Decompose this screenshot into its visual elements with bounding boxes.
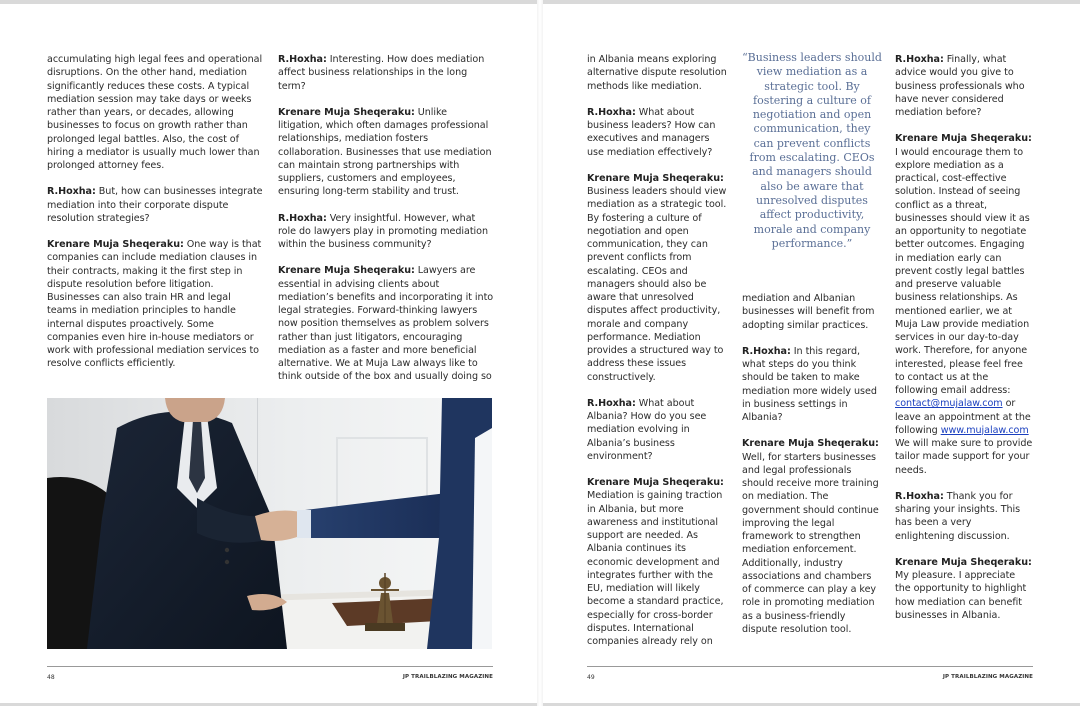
paragraph	[278, 106, 494, 199]
paragraph	[895, 132, 1033, 477]
right-page-number: 49	[587, 674, 595, 681]
right-page-column-1	[587, 53, 729, 648]
paragraph-text: Thank you for sharing your insights. This has been a very enlightening discussion.	[895, 490, 1021, 542]
paragraph	[742, 292, 882, 332]
paragraph	[278, 264, 494, 383]
paragraph-text: Very insightful. However, what role do lawyers play in promoting mediation within the business community?	[278, 212, 489, 250]
paragraph-text: But, how can businesses integrate mediation into their corporate dispute resolution strategies?	[47, 186, 263, 224]
speaker-name: R.Hoxha:	[895, 490, 944, 502]
paragraph	[47, 53, 263, 172]
left-page-column-1	[47, 53, 263, 371]
paragraph	[587, 106, 729, 159]
paragraph-text: One way is that companies can include mediation clauses in their contracts, making it the first step in dispute resolution before litigation. Businesses can also train HR and legal teams in mediation principles to handle internal disputes proactively. Some companies even hire in-house mediators or work with professional mediation services to resolve conflicts efficiently.	[47, 239, 262, 370]
right-page-column-3	[895, 53, 1033, 622]
paragraph-text: accumulating high legal fees and operational disruptions. On the other hand, mediation significantly reduces these costs. A typical mediation session may take days or weeks rather than years, or decades, allowing businesses to focus on growth rather than prolonged legal battles. Also, the cost of hiring a mediator is usually much lower than prolonged attorney fees.	[47, 54, 263, 171]
paragraph-text: Mediation is gaining traction in Albania, but more awareness and institutional support are needed. As Albania continues its economic development and integrates further with the EU, mediation will likely become a standard practice, especially for cross-border disputes. International companies already rely on	[587, 490, 724, 647]
speaker-name: Krenare Muja Sheqeraku:	[278, 265, 415, 277]
paragraph-text: What about business leaders? How can executives and managers use mediation effectively?	[587, 106, 716, 158]
paragraph	[587, 476, 729, 648]
paragraph	[742, 437, 882, 636]
speaker-name: R.Hoxha:	[895, 54, 944, 65]
paragraph	[278, 212, 494, 252]
paragraph	[895, 53, 1033, 119]
paragraph-text: Unlike litigation, which often damages professional relationships, mediation fosters collaboration. Businesses that use mediation can maintain strong partnerships with suppliers, customers and employees, ensuring long-term stability and trust.	[278, 106, 492, 198]
paragraph	[47, 238, 263, 371]
speaker-name: R.Hoxha:	[278, 212, 327, 224]
pull-quote: “Business leaders should view mediation as a strategic tool. By fostering a culture of negotiation and open communication, they can prevent conflicts from escalating. CEOs and managers should also be aware that unresolved disputes affect productivity, morale and company performance.”	[742, 51, 882, 250]
paragraph-text: What about Albania? How do you see mediation evolving in Albania’s business environment?	[587, 397, 707, 462]
left-page-number: 48	[47, 674, 55, 681]
right-page-column-2	[742, 292, 882, 636]
paragraph-text: mediation and Albanian businesses will benefit from adopting similar practices.	[742, 293, 875, 331]
paragraph-text: Business leaders should view mediation as a strategic tool. By fostering a culture of negotiation and open communication, they can prevent conflicts from escalating. CEOs and managers should also be aware that unresolved disputes affect productivity, morale and company performance. Mediation provides a structured way to address these issues constructively.	[587, 186, 727, 383]
paragraph-text: in Albania means exploring alternative dispute resolution methods like mediation.	[587, 54, 727, 92]
speaker-name: R.Hoxha:	[278, 54, 327, 65]
left-page-column-2	[278, 53, 494, 384]
top-edge-left	[0, 0, 537, 4]
speaker-name: R.Hoxha:	[742, 345, 791, 357]
right-footer-rule	[587, 666, 1033, 667]
right-magazine-name: JP TRAILBLAZING MAGAZINE	[942, 674, 1033, 680]
paragraph-text: Well, for starters businesses and legal professionals should receive more training on mediation. The government should continue improving the legal framework to strengthen mediation enforcement. Additionally, industry associations and chambers of commerce can play a key role in promoting mediation as a business-friendly dispute resolution tool.	[742, 451, 879, 635]
paragraph-text: or leave an appointment at the following	[895, 398, 1031, 436]
paragraph	[587, 53, 729, 93]
speaker-name: Krenare Muja Sheqeraku:	[742, 438, 879, 450]
paragraph-text: In this regard, what steps do you think should be taken to make mediation more widely used in business settings in Albania?	[742, 345, 877, 423]
paragraph	[587, 172, 729, 384]
speaker-name: Krenare Muja Sheqeraku:	[278, 106, 415, 118]
top-edge-right	[543, 0, 1080, 4]
paragraph	[47, 185, 263, 225]
speaker-name: R.Hoxha:	[587, 397, 636, 409]
website-link[interactable]: www.mujalaw.com	[940, 424, 1029, 436]
speaker-name: Krenare Muja Sheqeraku:	[895, 556, 1032, 568]
paragraph-text: I would encourage them to explore mediation as a practical, cost-effective solution. Instead of seeing conflict as a threat, businesses should view it as an opportunity to negotiate better outcomes. Engaging in mediation early can prevent costly legal battles and preserve valuable business relationships. As mentioned earlier, we at Muja Law provide mediation services in our day-to-day work. Therefore, for anyone interested, please feel free to contact us at the following email address:	[895, 146, 1030, 396]
speaker-name: Krenare Muja Sheqeraku:	[587, 477, 724, 488]
paragraph	[278, 53, 494, 93]
paragraph-text: Finally, what advice would you give to business professionals who have never considered mediation before?	[895, 54, 1025, 118]
paragraph	[895, 556, 1033, 622]
paragraph	[587, 397, 729, 463]
speaker-name: R.Hoxha:	[587, 106, 636, 118]
paragraph-text: Interesting. How does mediation affect business relationships in the long term?	[278, 54, 485, 92]
speaker-name: Krenare Muja Sheqeraku:	[47, 239, 184, 250]
left-magazine-name: JP TRAILBLAZING MAGAZINE	[402, 674, 493, 680]
speaker-name: Krenare Muja Sheqeraku:	[587, 172, 724, 184]
paragraph	[895, 490, 1033, 543]
paragraph	[742, 345, 882, 425]
paragraph-text: Lawyers are essential in advising clients about mediation’s benefits and incorporating it into legal strategies. Forward-thinking lawyers now position themselves as problem solvers rather than just litigators, encouraging mediation as a faster and more beneficial alternative. We at Muja Law always like to think outside of the box and usually doing so	[278, 265, 494, 383]
paragraph-text: My pleasure. I appreciate the opportunity to highlight how mediation can benefit businesses in Albania.	[895, 570, 1027, 621]
paragraph-text: We will make sure to provide tailor made support for your needs.	[895, 438, 1033, 476]
speaker-name: R.Hoxha:	[47, 186, 96, 198]
handshake-photo	[47, 398, 492, 649]
speaker-name: Krenare Muja Sheqeraku:	[895, 133, 1032, 145]
email-link[interactable]: contact@mujalaw.com	[895, 398, 1003, 410]
spine-gutter	[537, 0, 543, 706]
left-footer-rule	[47, 666, 493, 667]
